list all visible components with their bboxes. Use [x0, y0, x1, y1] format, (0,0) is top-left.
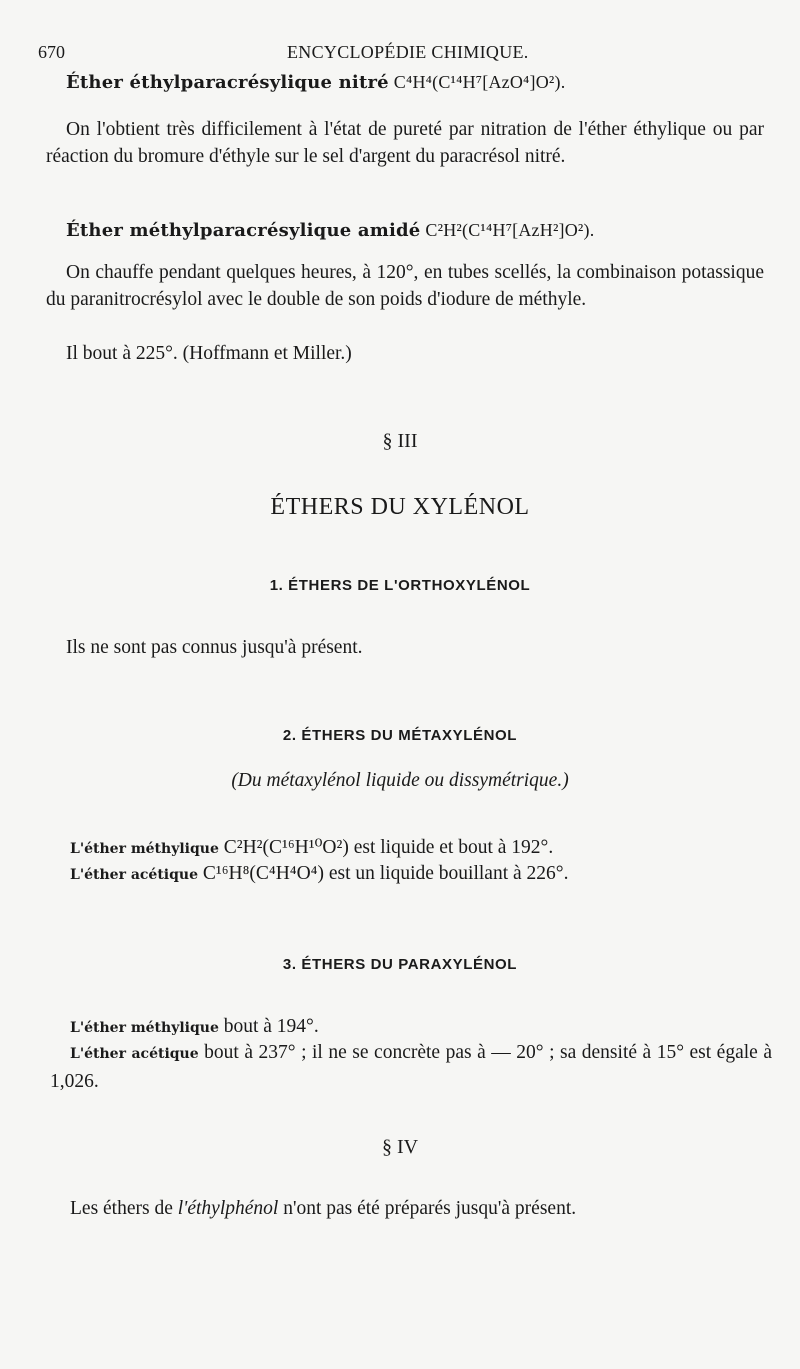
- subsection-heading: 2. ÉTHERS DU MÉTAXYLÉNOL: [282, 727, 518, 744]
- section-numeral: § III: [382, 430, 418, 452]
- subsection-paragraph: Ils ne sont pas connus jusqu'à présent.: [66, 637, 363, 658]
- section-numeral: § IV: [381, 1136, 419, 1158]
- section-paragraph: [70, 1195, 770, 1222]
- entry-formula: C²H²(C¹⁴H⁷[AzH²]O²).: [425, 220, 595, 240]
- entry-title: Éther éthylparacrésylique nitré: [66, 72, 389, 93]
- entry-heading: [66, 72, 766, 94]
- entry-heading: [66, 220, 766, 242]
- entry-paragraph: On chauffe pendant quelques heures, à 120°, en tubes scellés, la combinaison potassique du paranitrocrésylol avec le double de son poids d'iodure de méthyle.: [46, 262, 764, 310]
- compound-label: L'éther méthylique: [70, 1020, 219, 1036]
- entry-title: Éther méthylparacrésylique amidé: [66, 220, 421, 241]
- compound-line: [70, 1013, 770, 1042]
- section-title: ÉTHERS DU XYLÉNOL: [270, 494, 530, 520]
- compound-text: bout à 237° ; il ne se concrète pas à — 20° ; sa densité à 15° est égale à 1,026.: [50, 1042, 772, 1092]
- compound-label: L'éther acétique: [70, 867, 199, 883]
- page-number: 670: [38, 42, 65, 62]
- running-title: ENCYCLOPÉDIE CHIMIQUE.: [287, 42, 529, 62]
- compound-label: L'éther méthylique: [70, 841, 219, 857]
- compound-paragraph: [50, 1039, 772, 1095]
- entry-formula: C⁴H⁴(C¹⁴H⁷[AzO⁴]O²).: [393, 72, 566, 92]
- compound-text: C¹⁶H⁸(C⁴H⁴O⁴) est un liquide bouillant à 226°.: [202, 863, 569, 884]
- text-before: Les éthers de: [70, 1198, 173, 1219]
- text-after: n'ont pas été préparés jusqu'à présent.: [283, 1198, 577, 1219]
- subsection-subtitle: (Du métaxylénol liquide ou dissymétrique.): [231, 770, 569, 791]
- subsection-heading: 3. ÉTHERS DU PARAXYLÉNOL: [282, 956, 518, 973]
- compound-text: bout à 194°.: [223, 1016, 319, 1037]
- entry-paragraph: Il bout à 225°. (Hoffmann et Miller.): [66, 343, 352, 364]
- subsection-heading: 1. ÉTHERS DE L'ORTHOXYLÉNOL: [269, 577, 531, 594]
- compound-text: C²H²(C¹⁶H¹⁰O²) est liquide et bout à 192°.: [223, 837, 554, 858]
- compound-line: [70, 834, 770, 863]
- text-italic: l'éthylphénol: [177, 1198, 279, 1219]
- entry-paragraph: On l'obtient très difficilement à l'état de pureté par nitration de l'éther éthylique ou par réaction du bromure d'éthyle sur le sel d'argent du paracrésol nitré.: [46, 119, 764, 167]
- compound-line: [70, 860, 770, 889]
- compound-label: L'éther acétique: [70, 1046, 199, 1062]
